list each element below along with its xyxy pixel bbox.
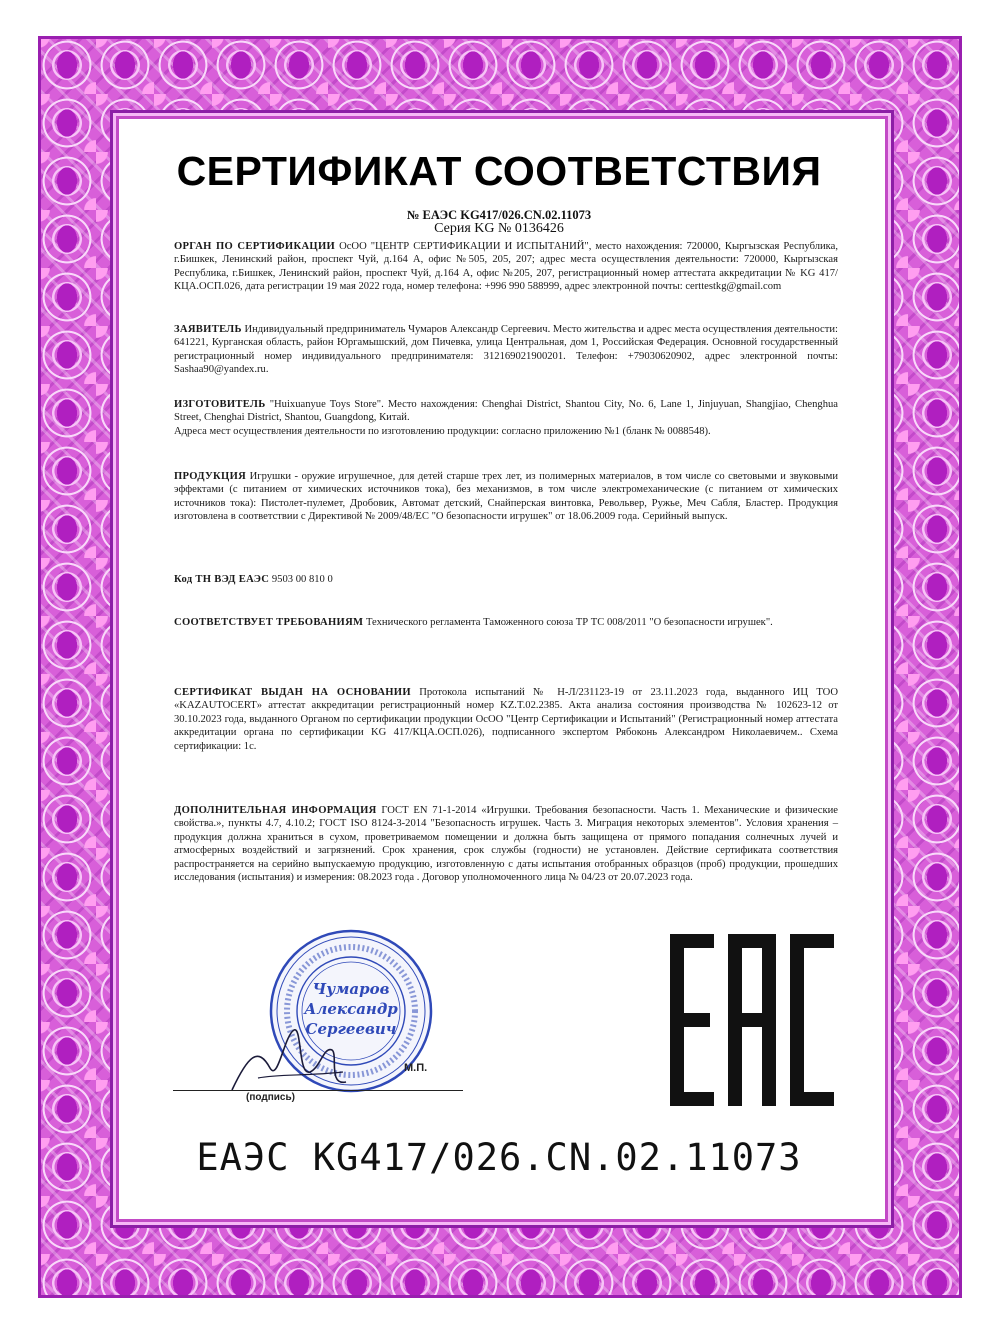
section-additional	[174, 804, 838, 884]
stamp-line-1: Чумаров	[312, 980, 390, 998]
stamp-line-2: Александр	[304, 1000, 398, 1018]
section-manufacturer	[174, 398, 838, 438]
section-text: "Huixuanyue Toys Store". Место нахождения: Chenghai District, Shantou City, No. 6, Lane 1, Jinjuyuan, Shangjiao, Chenghua Street, Chenghai District, Shantou, Guangdong, Китай.	[174, 399, 838, 424]
section-label: ОРГАН ПО СЕРТИФИКАЦИИ	[174, 241, 336, 252]
section-text: ОсОО "ЦЕНТР СЕРТИФИКАЦИИ И ИСПЫТАНИЙ", место нахождения: 720000, Кыргызская Республика, г.Бишкек, Ленинский район, проспект Чуй, д.164 А, офис №505, 205, 207; адрес места осуществления деятельности: 720000, Кыргызская Республика, г.Бишкек, Ленинский район, проспект Чуй, д.164 А, офис №205, 207, регистрационный номер аттестата аккредитации № KG 417/КЦА.ОСП.026, дата регистрации 19 мая 2022 года, номер телефона: +996 990 588999, адрес электронной почты: certtestkg@gmail.com	[174, 241, 839, 293]
signature-scribble	[228, 1016, 348, 1096]
certificate-title: СЕРТИФИКАТ СООТВЕТСТВИЯ	[176, 148, 822, 194]
section-product	[174, 470, 838, 524]
section-text: ГОСТ EN 71-1-2014 «Игрушки. Требования безопасности. Часть 1. Механические и физические свойства.», пункты 4.7, 4.10.2; ГОСТ ISO 8124-3-2014 "Безопасность игрушек. Часть 3. Миграция некоторых элементов". Условия хранения – продукция должна храниться в сухом, проветриваемом помещении и должна быть защищена от прямого попадания солнечных лучей и атмосферных воздействий и загрязнений. Срок хранения, срок службы (годности) не установлен. Действие сертификата соответствия распространяется на серийно выпускаемую продукцию, изготовленную с даты испытания отобранных образцов (проб) продукции, прошедших исследования (испытания) и измерения: 08.2023 года . Договор уполномоченного лица № 04/23 от 20.07.2023 года.	[174, 805, 839, 884]
section-organ	[174, 240, 838, 294]
section-basis	[174, 686, 838, 753]
section-code	[174, 573, 838, 586]
section-label: СООТВЕТСТВУЕТ ТРЕБОВАНИЯМ	[174, 617, 364, 628]
eac-mark	[666, 930, 836, 1110]
section-requirements	[174, 616, 838, 629]
section-text: 9503 00 810 0	[271, 574, 333, 585]
section-label: СЕРТИФИКАТ ВЫДАН НА ОСНОВАНИИ	[174, 687, 411, 698]
section-label: Код ТН ВЭД ЕАЭС	[174, 574, 270, 585]
certificate-number: № ЕАЭС KG417/026.CN.02.11073	[406, 208, 592, 222]
series-number: Серия KG № 0136426	[434, 221, 564, 236]
section-addresses: Адреса мест осуществления деятельности по изготовлению продукции: согласно приложению №1 (бланк № 0088548).	[174, 425, 711, 437]
section-label: ДОПОЛНИТЕЛЬНАЯ ИНФОРМАЦИЯ	[174, 805, 377, 816]
mp-label: М.П.	[404, 1062, 428, 1074]
section-label: ЗАЯВИТЕЛЬ	[174, 324, 242, 335]
section-applicant	[174, 323, 838, 377]
signature-line	[173, 1090, 463, 1091]
certificate-body	[128, 128, 870, 1204]
section-text: Игрушки - оружие игрушечное, для детей старше трех лет, из полимерных материалов, в том числе со световыми и звуковыми эффектами (с питанием от химических источников тока), без механизмов, в том числе электромеханические (с питанием от химических источников тока): Пистолет-пулемет, Дробовик, Автомат детский, Снайперская винтовка, Револьвер, Ружье, Меч Сабля, Бластер. Продукция изготовлена в соответствии с Директивой № 2009/48/ЕС "О безопасности игрушек" от 18.06.2009 года. Серийный выпуск.	[174, 471, 838, 523]
section-text: Индивидуальный предприниматель Чумаров Александр Сергеевич. Место жительства и адрес места осуществления деятельности: 641221, Курганская область, район Юргамышский, дом Пичевка, улица Центральная, дом 1, Российская Федерация. Основной государственный регистрационный номер индивидуального предпринимателя: 312169021900201. Телефон: +79030620902, адрес электронной почты: Sashaa90@yandex.ru.	[174, 324, 838, 376]
section-text: Протокола испытаний № Н-Л/231123-19 от 23.11.2023 года, выданного ИЦ ТОО «KAZAUTOCERT» аттестат аккредитации регистрационный номер KZ.T.02.2385. Акта анализа состояния производства № 102623-12 от 30.10.2023 года, выданного Органом по сертификации продукции ОсОО "Центр Сертификации и Испытаний" (Регистрационный номер аттестата аккредитации органа по сертификации KG 417/КЦА.ОСП.026), подписанного экспертом Рябоконь Александром Николаевичем.. Схема сертификации: 1с.	[174, 687, 838, 752]
stamp-line-3: Сергеевич	[305, 1020, 397, 1038]
section-label: ИЗГОТОВИТЕЛЬ	[174, 399, 266, 410]
bottom-certificate-number: ЕАЭС KG417/026.CN.02.11073	[196, 1136, 802, 1179]
signature-label: (подпись)	[246, 1092, 295, 1103]
section-label: ПРОДУКЦИЯ	[174, 471, 247, 482]
section-text: Технического регламента Таможенного союза ТР ТС 008/2011 "О безопасности игрушек".	[365, 617, 773, 628]
